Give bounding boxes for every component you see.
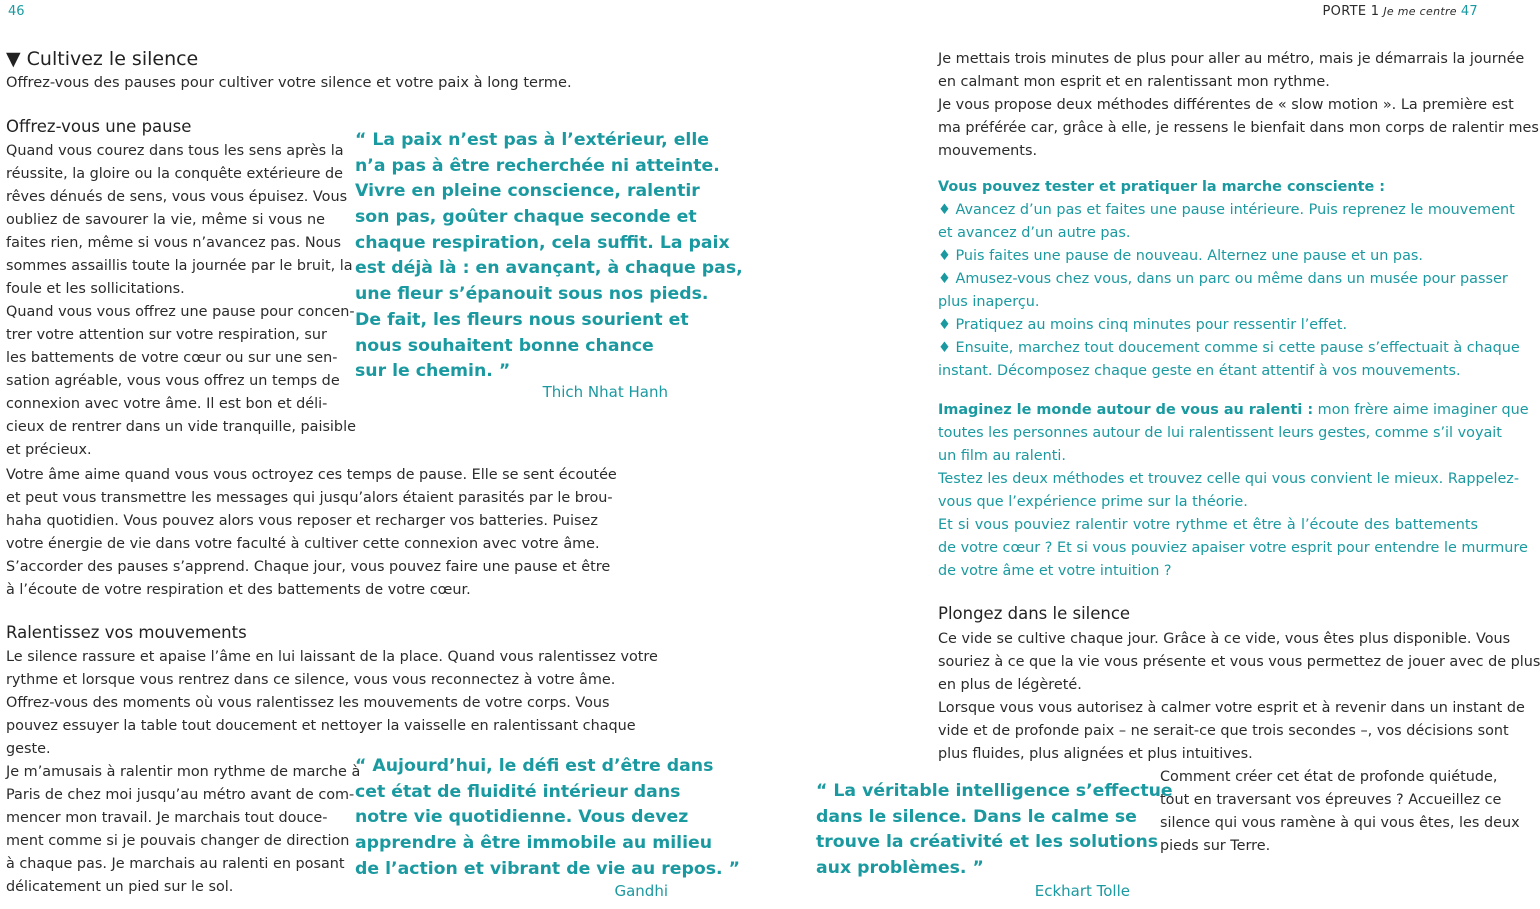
text-line-content: souriez à ce que la vie vous présente et vous vous permettez de jouer avec de plus [938,654,1540,670]
text-line-content: à l’écoute de votre respiration et des battements de votre cœur. [6,582,471,598]
text-line-content: Je m’amusais à ralentir mon rythme de marche à [6,764,361,780]
text-line [6,393,328,416]
text-line-content: foule et les sollicitations. [6,281,185,297]
quote-line: notre vie quotidienne. Vous devez [355,807,689,828]
text-line-content: mencer mon travail. Je marchais tout douce- [6,810,328,826]
text-line [6,761,361,784]
section-title-pause: Offrez-vous une pause [6,117,192,136]
text-line-content: Ce vide se cultive chaque jour. Grâce à ce vide, vous êtes plus disponible. Vous [938,631,1511,647]
text-line-content: vide et de profonde paix – ne serait-ce que trois secondes –, vos décisions sont [938,723,1509,739]
paragraphs-ralentissez-wide [6,646,658,761]
quote-line: De fait, les fleurs nous sourient et [355,309,689,330]
text-line-content: mon frère aime imaginer que [1313,402,1529,418]
quote-line: une fleur s’épanouit sous nos pieds. [355,284,709,305]
text-line-content: un film au ralenti. [938,448,1066,464]
quote-line: Vivre en pleine conscience, ralentir [355,181,700,202]
text-line-content: pieds sur Terre. [1160,838,1271,854]
text-line [938,360,1478,383]
text-line-content: sation agréable, vous vous offrez un temps de [6,373,340,389]
text-line-content: Votre âme aime quand vous vous octroyez ces temps de pause. Elle se sent écoutée [6,467,617,483]
text-line-content: votre énergie de vie dans votre faculté à cultiver cette connexion avec votre âme. [6,536,600,552]
text-line-content: instant. Décomposez chaque geste en étant attentif à vos mouvements. [938,363,1461,379]
quote-line: “ La paix n’est pas à l’extérieur, elle [355,130,710,150]
text-line [938,245,1478,268]
text-line-content: Et si vous pouviez ralentir votre rythme et être à l’écoute des battements [938,517,1478,533]
text-line-content: vous que l’expérience prime sur la théorie. [938,494,1248,510]
quote-line: chaque respiration, cela suffit. La paix [355,232,730,253]
text-line-content: ♦ Pratiquez au moins cinq minutes pour ressentir l’effet. [938,317,1348,333]
text-line-content: Quand vous courez dans tous les sens après la [6,143,344,159]
quote-line: sur le chemin. ” [355,361,511,382]
quote-author-thich-nhat-hanh: Thich Nhat Hanh [542,383,668,401]
text-line [6,209,325,232]
text-line-content: plus inaperçu. [938,294,1040,310]
text-line-content: tout en traversant vos épreuves ? Accueillez ce [1160,792,1502,808]
text-line [938,628,1511,651]
text-line [938,422,1502,445]
text-line-content: délicatement un pied sur le sol. [6,879,234,895]
text-line-content: mouvements. [938,143,1038,159]
text-line [938,399,1529,422]
text-line-content: oubliez de savourer la vie, même si vous ne [6,212,325,228]
quote-gandhi [355,754,740,882]
text-line-content: trer votre attention sur votre respiration, sur [6,327,327,343]
text-line-content: connexion avec votre âme. Il est bon et déli- [6,396,328,412]
text-line-content: ♦ Ensuite, marchez tout doucement comme si cette pause s’effectuait à chaque [938,340,1520,356]
text-line-content: et peut vous transmettre les messages qui jusqu’alors étaient parasités par le brou- [6,490,613,506]
text-line-content: Le silence rassure et apaise l’âme en lui laissant de la place. Quand vous ralentissez votre [6,649,658,665]
text-line [938,140,1478,163]
text-line [6,416,356,439]
text-line-content: plus fluides, plus alignées et plus intuitives. [938,746,1253,762]
text-line-content: sommes assaillis toute la journée par le bruit, la [6,258,353,274]
text-line [6,163,343,186]
text-line [6,510,598,533]
text-line [6,784,355,807]
text-line [1160,835,1478,858]
text-line [6,232,342,255]
text-line [938,468,1520,491]
paragraphs-intro [938,48,1539,163]
paragraphs-imagine [938,399,1529,583]
chapter-subtitle: Offrez-vous des pauses pour cultiver votre silence et votre paix à long terme. [6,74,572,91]
text-line [1160,789,1502,812]
chapter-heading: ▼ Cultivez le silence [6,48,199,70]
text-line [938,720,1509,743]
text-line-content: ♦ Avancez d’un pas et faites une pause intérieure. Puis reprenez le mouvement [938,202,1515,218]
text-line [6,140,344,163]
quote-line: n’a pas à être recherchée ni atteinte. [355,155,720,176]
text-line [938,314,1478,337]
text-line [1160,766,1498,789]
quote-author-gandhi: Gandhi [614,882,668,900]
text-line-content: rêves dénués de sens, vous vous épuisez. Vous [6,189,348,205]
text-line [938,674,1478,697]
paragraphs-pause-narrow [6,140,356,462]
text-line [6,324,325,347]
text-line [6,464,617,487]
text-line [6,439,325,462]
text-line-content: ♦ Puis faites une pause de nouveau. Alternez une pause et un pas. [938,248,1423,264]
text-line [6,646,658,669]
text-line [6,278,325,301]
text-line-content: les battements de votre cœur ou sur une sen- [6,350,338,366]
text-line [6,301,355,324]
text-line-content: Quand vous vous offrez une pause pour concen- [6,304,355,320]
text-line-content: S’accorder des pauses s’apprend. Chaque jour, vous pouvez faire une pause et être [6,559,611,575]
page-number-right: 47 [1460,4,1478,19]
quote-thich-nhat-hanh [355,128,743,385]
quote-line: nous souhaitent bonne chance [355,335,654,356]
text-line-content: ♦ Amusez-vous chez vous, dans un parc ou même dans un musée pour passer [938,271,1508,287]
text-line [1160,812,1520,835]
quote-line: “ La véritable intelligence s’effectue [816,781,1173,801]
text-line-content: Je mettais trois minutes de plus pour aller au métro, mais je démarrais la journée [938,51,1525,67]
running-head-chapter: Je me centre [1383,5,1457,18]
text-line [938,71,1478,94]
text-line [6,692,610,715]
quote-line: de l’action et vibrant de vie au repos. ” [355,858,740,879]
text-line-content: et précieux. [6,442,92,458]
text-line-content: et avancez d’un autre pas. [938,225,1131,241]
text-line [938,291,1478,314]
text-line-content: toutes les personnes autour de lui ralentissent leurs gestes, comme s’il voyait [938,425,1502,441]
text-line-content: Testez les deux méthodes et trouvez celle qui vous convient le mieux. Rappelez- [938,471,1520,487]
quote-eckhart-tolle [816,779,1173,882]
quote-line: “ Aujourd’hui, le défi est d’être dans [355,756,714,776]
section-title-plongez: Plongez dans le silence [938,604,1131,623]
text-line-content: Offrez-vous des moments où vous ralentissez les mouvements de votre corps. Vous [6,695,610,711]
text-line-content: Paris de chez moi jusqu’au métro avant de com- [6,787,355,803]
text-line-content: ma préférée car, grâce à elle, je ressens le bienfait dans mon corps de ralentir mes [938,120,1539,136]
text-line [6,556,611,579]
text-line [6,347,338,370]
text-line [6,255,353,278]
quote-line: est déjà là : en avançant, à chaque pas, [355,258,743,279]
text-line [6,807,328,830]
running-head [1323,4,1478,19]
running-head-part: PORTE 1 [1322,4,1380,19]
practice-heading: Vous pouvez tester et pratiquer la marche consciente : [938,179,1386,195]
quote-line: trouve la créativité et les solutions [816,832,1159,853]
text-line [938,48,1525,71]
paragraphs-ralentissez-narrow [6,761,361,899]
text-line [938,697,1525,720]
text-line [938,117,1539,140]
text-line [938,651,1540,674]
text-line [6,533,600,556]
text-line [938,743,1478,766]
quote-line: apprendre à être immobile au milieu [355,833,713,854]
paragraphs-plongez-narrow [1160,766,1520,858]
inline-lead: Imaginez le monde autour de vous au ralenti : [938,402,1314,418]
text-line [938,94,1514,117]
quote-line: son pas, goûter chaque seconde et [355,207,697,228]
page-number-left: 46 [8,4,25,19]
text-line-content: ment comme si je pouvais changer de direction [6,833,350,849]
text-line [6,186,348,209]
text-line [6,830,350,853]
text-line [938,514,1478,537]
paragraphs-plongez-wide [938,628,1540,766]
text-line-content: en calmant mon esprit et en ralentissant mon rythme. [938,74,1330,90]
text-line-content: de votre cœur ? Et si vous pouviez apaiser votre esprit pour entendre le murmure [938,540,1528,556]
text-line-content: de votre âme et votre intuition ? [938,563,1172,579]
text-line-content: Comment créer cet état de profonde quiétude, [1160,769,1498,785]
text-line-content: haha quotidien. Vous pouvez alors vous reposer et recharger vos batteries. Puisez [6,513,598,529]
text-line [6,876,325,899]
text-line-content: geste. [6,741,51,757]
quote-line: dans le silence. Dans le calme se [816,806,1137,827]
text-line [6,579,546,602]
text-line-content: silence qui vous ramène à qui vous êtes, les deux [1160,815,1520,831]
text-line [938,268,1508,291]
quote-line: cet état de fluidité intérieur dans [355,781,681,802]
text-line [6,715,636,738]
text-line-content: rythme et lorsque vous rentrez dans ce silence, vous vous reconnectez à votre âme. [6,672,616,688]
text-line-content: à chaque pas. Je marchais au ralenti en posant [6,856,345,872]
text-line-content: Lorsque vous vous autorisez à calmer votre esprit et à revenir dans un instant de [938,700,1525,716]
text-line [938,222,1478,245]
text-line [938,445,1478,468]
paragraphs-pause-wide [6,464,617,602]
section-title-ralentissez: Ralentissez vos mouvements [6,623,247,642]
text-line [6,669,616,692]
quote-line: aux problèmes. ” [816,858,984,879]
text-line-content: cieux de rentrer dans un vide tranquille, paisible [6,419,356,435]
text-line-content: faites rien, même si vous n’avancez pas. Nous [6,235,342,251]
text-line [938,199,1515,222]
text-line-content: Je vous propose deux méthodes différentes de « slow motion ». La première est [938,97,1514,113]
text-line [938,560,1478,583]
text-line-content: pouvez essuyer la table tout doucement et nettoyer la vaisselle en ralentissant chaque [6,718,636,734]
text-line [938,537,1528,560]
text-line [6,853,345,876]
practice-bullets [938,199,1520,383]
quote-author-eckhart-tolle: Eckhart Tolle [1034,882,1130,900]
text-line [6,370,340,393]
text-line [938,491,1478,514]
text-line-content: en plus de légèreté. [938,677,1082,693]
text-line-content: réussite, la gloire ou la conquête extérieure de [6,166,343,182]
text-line [938,337,1520,360]
text-line [6,487,613,510]
